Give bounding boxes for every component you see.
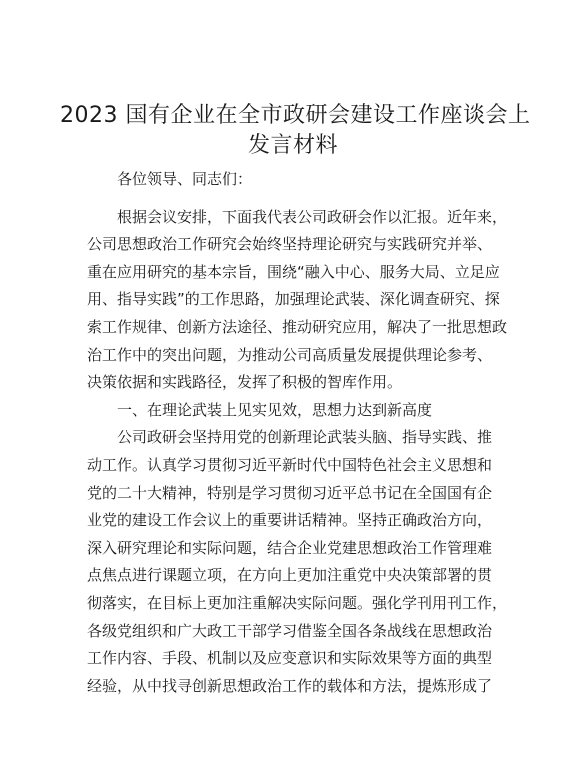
paragraph-2-line: 深入研究理论和实际问题，结合企业党建思想政治工作管理难	[87, 538, 493, 557]
paragraph-2-line: 公司政研会坚持用党的创新理论武装头脑、指导实践、推	[117, 428, 493, 447]
paragraph-2-line: 经验，从中找寻创新思想政治工作的载体和方法，提炼形成了	[87, 676, 493, 695]
paragraph-1-line: 根据会议安排，下面我代表公司政研会作以汇报。近年来，	[117, 207, 507, 226]
paragraph-2-line: 各级党组织和广大政工干部学习借鉴全国各条战线在思想政治	[87, 621, 493, 640]
paragraph-1-line: 治工作中的突出问题，为推动公司高质量发展提供理论参考、	[87, 345, 493, 364]
paragraph-2-line: 动工作。认真学习贯彻习近平新时代中国特色社会主义思想和	[87, 455, 493, 474]
document-title-line-1: 2023 国有企业在全市政研会建设工作座谈会上	[60, 103, 531, 128]
paragraph-2-line: 彻落实，在目标上更加注重解决实际问题。强化学刊用刊工作，	[87, 593, 507, 612]
paragraph-2-line: 点焦点进行课题立项，在方向上更加注重党中央决策部署的贯	[87, 566, 493, 585]
greeting: 各位领导、同志们：	[117, 170, 253, 188]
paragraph-1-line: 重在应用研究的基本宗旨，围绕“融入中心、服务大局、立足应	[87, 262, 500, 281]
paragraph-2-line: 党的二十大精神，特别是学习贯彻习近平总书记在全国国有企	[87, 483, 493, 502]
paragraph-2-line: 工作内容、手段、机制以及应变意识和实际效果等方面的典型	[87, 649, 493, 668]
paragraph-2-line: 业党的建设工作会议上的重要讲话精神。坚持正确政治方向，	[87, 511, 493, 530]
paragraph-1-line: 公司思想政治工作研究会始终坚持理论研究与实践研究并举、	[87, 235, 493, 254]
document-body	[87, 166, 507, 700]
spacer	[87, 194, 507, 204]
document-title-line-2: 发言材料	[247, 133, 338, 158]
paragraph-1-line: 决策依据和实践路径，发挥了积极的智库作用。	[87, 373, 403, 392]
section-heading-1: 一、在理论武装上见实见效，思想力达到新高度	[117, 400, 433, 419]
paragraph-1-line: 索工作规律、创新方法途径、推动研究应用，解决了一批思想政	[87, 317, 507, 336]
paragraph-1-line: 用、指导实践”的工作思路，加强理论武装、深化调查研究、探	[87, 290, 500, 309]
